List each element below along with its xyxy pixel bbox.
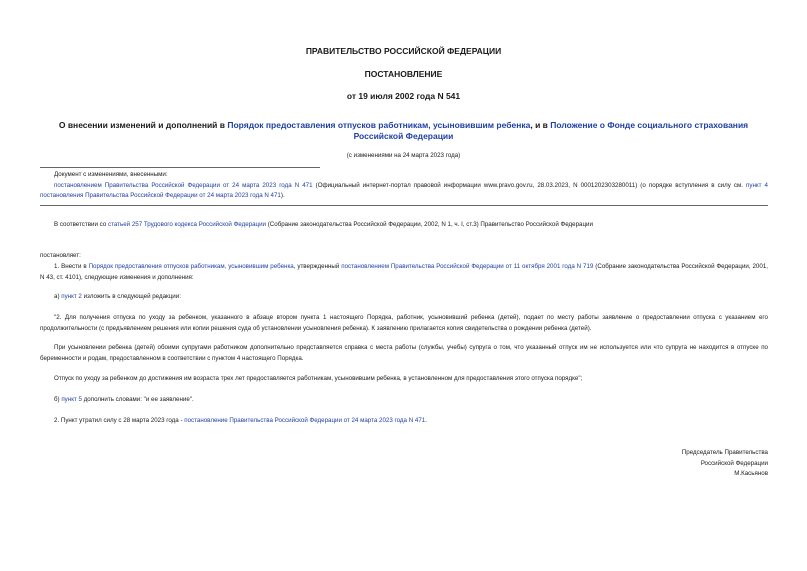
point-5-link[interactable]: пункт 5 [61,396,82,403]
title-link-procedure[interactable]: Порядок предоставления отпусков работникам, усыновившим ребенка [227,120,531,130]
government-heading: ПРАВИТЕЛЬСТВО РОССИЙСКОЙ ФЕДЕРАЦИИ [305,46,502,56]
title-link-fund-regulation[interactable]: Положение о Фонде социального страхования Российской Федерации [353,120,749,141]
decree-471-link[interactable]: постановление Правительства Российской Федерации от 24 марта 2023 года N 471 [184,417,426,424]
document-title [40,120,767,142]
quote-paragraph-3: Отпуск по уходу за ребенком до достижения им возраста трех лет предоставляется работникам, усыновившим ребенка, в установленном для предоставления этого отпуска порядке"; [54,375,583,382]
item-text: 2. Пункт утратил силу с 28 марта 2023 года - [54,417,185,424]
decree-719-link[interactable]: постановлением Правительства Российской Федерации от 11 октября 2001 года N 719 [341,263,594,270]
labor-code-link[interactable]: статьей 257 Трудового кодекса Российской Федерации [107,221,266,228]
item-text: (Собрание законодательства Российской Федерации, 2001, N 43, ст. 4101), следующие изменения и дополнения: [40,263,768,281]
item-text: 1. Внести в [54,263,89,270]
preamble-text: В соответствии со [54,221,108,228]
item-2 [40,416,768,427]
divider [40,205,768,206]
preamble-text: (Собрание законодательства Российской Федерации, 2002, N 1, ч. I, ст.3) Правительство Российской Федерации [266,221,593,228]
quote-paragraph-1: "2. Для получения отпуска по уходу за ребенком, указанного в абзаце втором пункта 1 настоящего Порядка, работник, усыновивший ребенка (детей), подает по месту работы заявление о предоставлении отпуска с указанием его продолжительности (с предъявлением решения или копии решения суда об установлении усыновления ребенка). К заявлению прилагается копия свидетельства о рождении ребенка (детей). [40,314,768,332]
divider [40,167,320,168]
item-text: дополнить словами: "и ее заявление". [81,396,194,403]
item-a [40,292,768,303]
title-text: , и в [530,120,551,130]
quote-paragraph-2: При усыновлении ребенка (детей) обоими супругами работником дополнительно представляется справка с места работы (службы, учебы) супруга о том, что указанный отпуск им не используется или что супруга не находится в отпуске по беременности и родам, предоставленном в соответствии с пунктом 4 настоящего Порядка. [40,344,768,362]
item-text: изложить в следующей редакции: [81,293,181,300]
signature-block [468,448,768,480]
item-text: , утвержденный [293,263,342,270]
document-type: ПОСТАНОВЛЕНИЕ [364,69,443,79]
point-2-link[interactable]: пункт 2 [61,293,82,300]
item-1 [40,262,768,283]
amendments-block [40,170,768,202]
preamble [40,220,768,231]
amendments-text [40,181,768,202]
document-date: от 19 июля 2002 года N 541 [346,91,461,101]
signature-position: Председатель Правительства [681,449,768,456]
item-text: а) [54,293,62,300]
item-text: . [425,417,427,424]
signature-name: М.Касьянов [734,470,768,477]
amendment-text: ). [280,192,285,199]
amendment-link-decree-471[interactable]: постановлением Правительства Российской Федерации от 24 марта 2023 года N 471 [54,181,313,189]
amendment-link-point-4[interactable]: пункт 4 постановления Правительства Российской Федерации от 24 марта 2023 года N 471 [40,181,768,199]
decree-word: постановляет: [40,252,81,259]
amendment-text: (Официальный интернет-портал правовой информации www.pravo.gov.ru, 28.03.2023, N 0001202303280011) (о порядке вступления в силу см. [312,181,747,189]
procedure-link[interactable]: Порядок предоставления отпусков работникам, усыновившим ребенка [88,263,294,270]
signature-org: Российской Федерации [700,459,768,467]
amendments-label: Документ с изменениями, внесенными: [54,171,168,178]
item-b [40,395,768,406]
title-text: О внесении изменений и дополнений в [58,120,228,130]
changes-note: (с изменениями на 24 марта 2023 года) [346,152,461,159]
item-text: б) [54,396,62,403]
